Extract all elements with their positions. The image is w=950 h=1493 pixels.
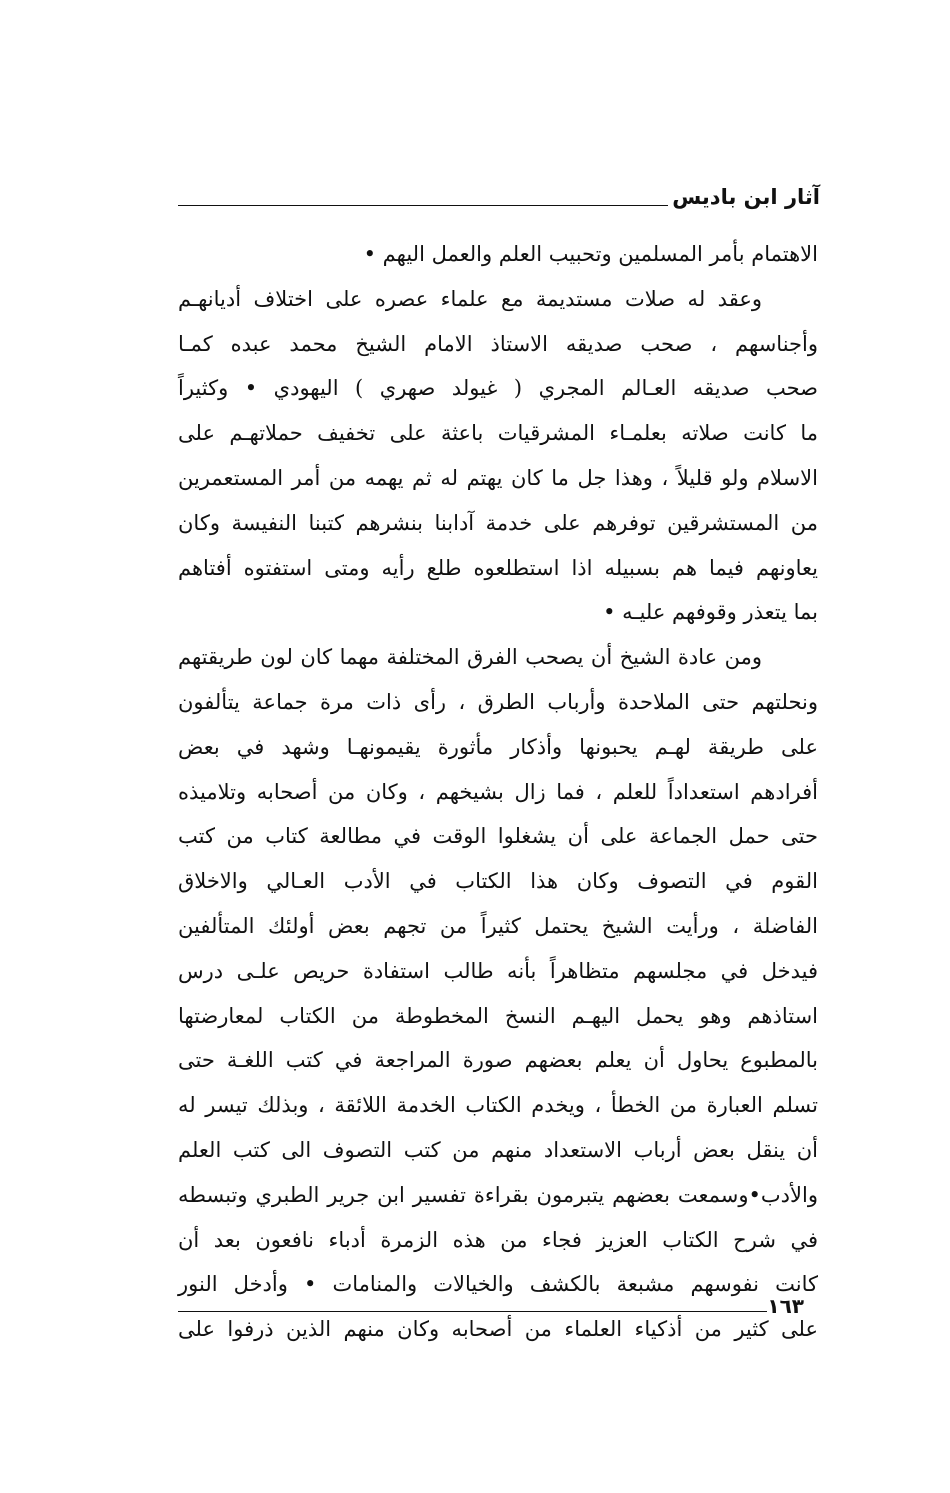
text-line: والأدب•وسمعت بعضهم يتبرمون بقراءة تفسير ابن جرير الطبري وتبسطه	[178, 1182, 818, 1207]
footer-rule	[178, 1311, 767, 1312]
text-line: الفاضلة ، ورأيت الشيخ يحتمل كثيراً من تجهم بعض أولئك المتألفين	[178, 913, 818, 938]
text-line: كانت نفوسهم مشبعة بالكشف والخيالات والمنامات • وأدخل النور	[178, 1272, 818, 1297]
text-line: ونحلتهم حتى الملاحدة وأرباب الطرق ، رأى ذات مرة جماعة يتألفون	[178, 689, 818, 714]
page-number: ١٦٣	[767, 1294, 804, 1318]
text-line: بما يتعذر وقوفهم عليـه •	[603, 600, 818, 625]
text-line: فيدخل في مجلسهم متظاهراً بأنه طالب استفادة حريص علـى درس	[178, 958, 818, 983]
text-line: استاذهم وهو يحمل اليهـم النسخ المخطوطة من الكتاب لمعارضتها	[178, 1003, 818, 1028]
text-line: في شرح الكتاب العزيز فجاء من هذه الزمرة أدباء نافعون بعد أن	[178, 1227, 818, 1252]
text-line: من المستشرقين توفرهم على خدمة آدابنا بنشرهم كتبنا النفيسة وكان	[178, 510, 818, 535]
text-line: يعاونهم فيما هم بسبيله اذا استطلعوه طلع رأيه ومتى استفتوه أفتاهم	[178, 555, 818, 580]
text-line: تسلم العبارة من الخطأ ، ويخدم الكتاب الخدمة اللائقة ، وبذلك تيسر له	[178, 1093, 818, 1118]
text-line: ما كانت صلاته بعلمـاء المشرقيات باعثة على تخفيف حملاتهـم على	[178, 421, 818, 446]
body-text	[178, 232, 818, 1352]
running-title: آثار ابن باديس	[672, 185, 820, 209]
paragraph-first-line: ومن عادة الشيخ أن يصحب الفرق المختلفة مهما كان لون طريقتهم	[178, 645, 762, 670]
text-line: أن ينقل بعض أرباب الاستعداد منهم من كتب التصوف الى كتب العلم	[178, 1137, 818, 1162]
text-line: على كثير من أذكياء العلماء من أصحابه وكان منهم الذين ذرفوا على	[178, 1317, 818, 1342]
text-line: الاسلام ولو قليلاً ، وهذا جل ما كان يهتم له ثم يهمه من أمر المستعمرين	[178, 465, 818, 490]
page-footer	[178, 1288, 818, 1318]
text-line: القوم في التصوف وكان هذا الكتاب في الأدب العـالي والاخلاق	[178, 869, 818, 894]
text-line: على طريقة لهـم يحبونها وأذكار مأثورة يقيمونهـا وشهد في بعض	[178, 734, 818, 759]
running-header	[178, 180, 820, 210]
text-line: حتى حمل الجماعة على أن يشغلوا الوقت في مطالعة كتاب من كتب	[178, 824, 818, 849]
text-line: بالمطبوع يحاول أن يعلم بعضهم صورة المراجعة في كتب اللغـة حتى	[178, 1048, 818, 1073]
header-rule	[178, 205, 668, 206]
text-line: صحب صديقه العـالم المجري ( غيولد صهري ) اليهودي • وكثيراً	[178, 376, 818, 401]
text-line: وأجناسهم ، صحب صديقه الاستاذ الامام الشيخ محمد عبده كمـا	[178, 331, 818, 356]
paragraph-first-line: وعقد له صلات مستديمة مع علماء عصره على اختلاف أديانهـم	[178, 286, 762, 311]
text-line: أفرادهم استعداداً للعلم ، فما زال بشيخهم ، وكان من أصحابه وتلاميذه	[178, 779, 818, 804]
text-line: الاهتمام بأمر المسلمين وتحبيب العلم والعمل اليهم •	[363, 242, 818, 266]
